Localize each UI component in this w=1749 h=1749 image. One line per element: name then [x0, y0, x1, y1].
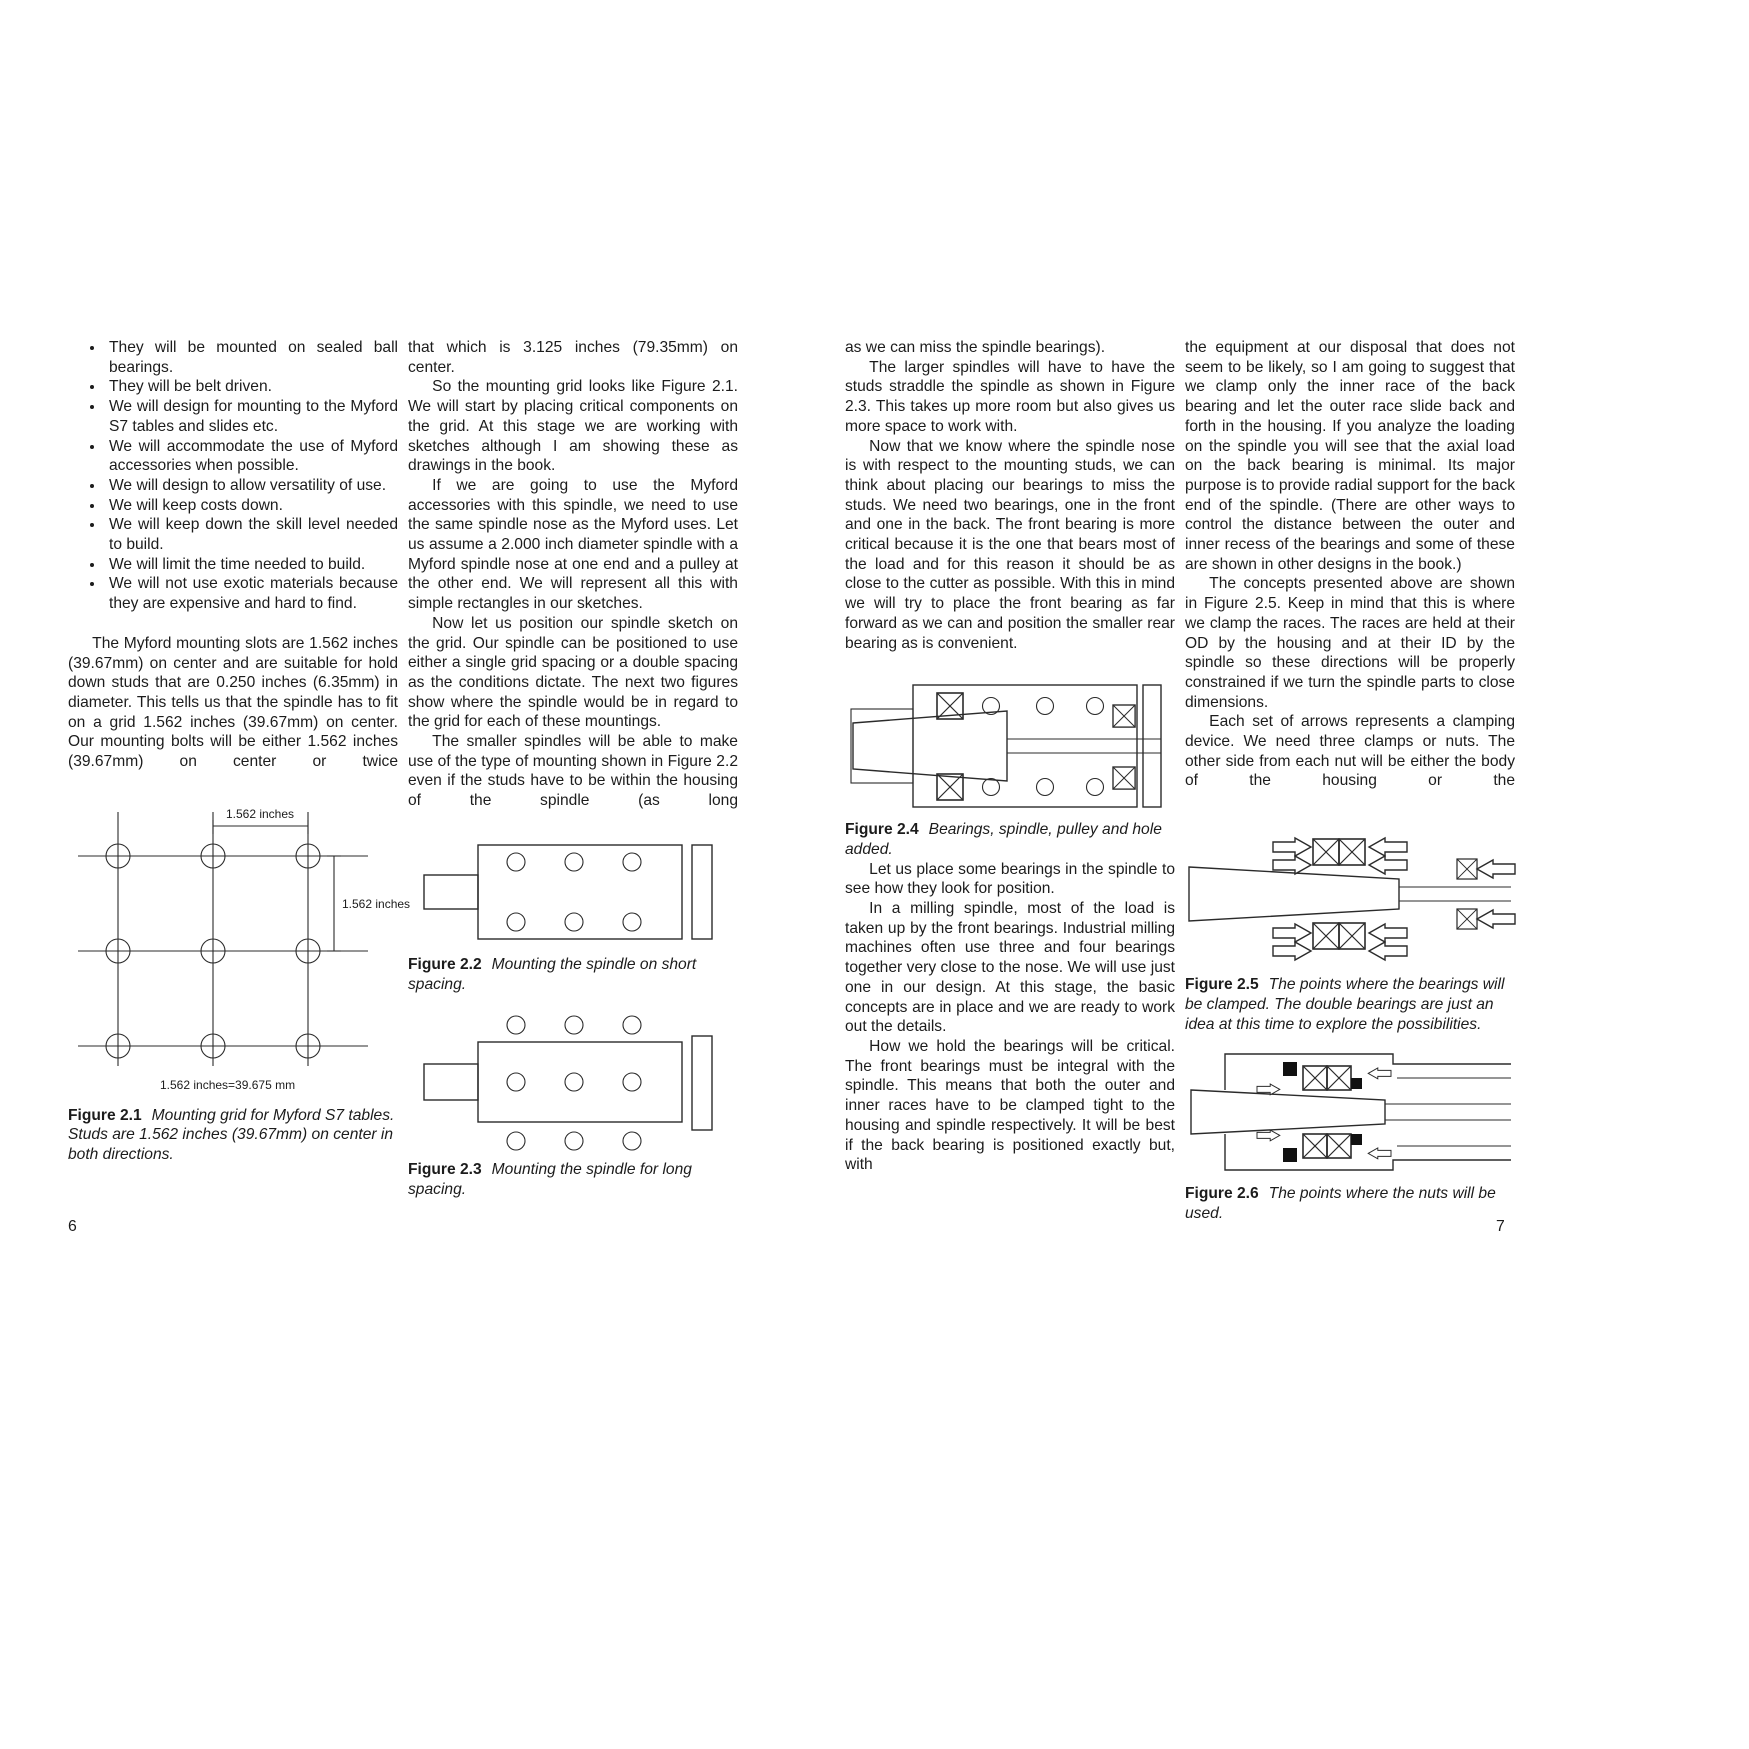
body-paragraph: So the mounting grid looks like Figure 2.1. We will start by placing critical components on the grid. At this stage we are working with sketches although I am showing these as drawings in the book.	[408, 378, 738, 475]
figure-2-1-caption-text: Mounting grid for Myford S7 tables. Studs are 1.562 inches (39.67mm) on center in both directions.	[68, 1106, 395, 1164]
list-item: • We will keep costs down.	[105, 496, 398, 516]
figure-2-1-label: Figure 2.1	[68, 1106, 142, 1124]
page-number-right: 7	[1496, 1218, 1505, 1235]
figure-2-3	[408, 1012, 738, 1154]
figure-2-4-caption	[845, 820, 1175, 859]
page7-column-2	[1185, 338, 1515, 1224]
design-goals-list	[68, 338, 398, 614]
figure-2-4-label: Figure 2.4	[845, 821, 919, 839]
dimension-label-top: 1.562 inches	[225, 806, 295, 821]
figure-2-1-caption	[68, 1106, 398, 1165]
dimension-label-right: 1.562 inches	[342, 896, 411, 911]
list-item: • We will design to allow versatility of use.	[105, 476, 398, 496]
page7-column-1	[845, 338, 1175, 1175]
list-item: • We will not use exotic materials because they are expensive and hard to find.	[105, 574, 398, 613]
body-paragraph: The larger spindles will have to have the studs straddle the spindle as shown in Figure 2.3. This takes up more room but also gives us more space to work with.	[845, 358, 1175, 435]
body-paragraph: as we can miss the spindle bearings).	[845, 339, 1106, 356]
figure-2-5-caption	[1185, 975, 1515, 1034]
figure-2-6-label: Figure 2.6	[1185, 1185, 1259, 1203]
figure-2-5-caption-text: The points where the bearings will be clamped. The double bearings are just an idea at this time to explore the possibilities.	[1185, 976, 1505, 1033]
figure-2-6-caption-text: The points where the nuts will be used.	[1185, 1185, 1496, 1222]
figure-2-6-caption	[1185, 1184, 1515, 1223]
body-paragraph: Now that we know where the spindle nose is with respect to the mounting studs, we can think about placing our bearings to miss the studs. We need two bearings, one in the front and one in the back. The front bearing is more critical because it is the one that bears most of the load and for this reason it should be as close to the cutter as possible. With this in mind we will try to place the front bearing as far forward as we can and position the smaller rear bearing as is convenient.	[845, 437, 1175, 652]
figure-2-6-drawing	[1185, 1046, 1515, 1178]
figure-2-4-drawing	[845, 679, 1175, 814]
body-paragraph: How we hold the bearings will be critical. The front bearings must be integral with the spindle. This means that both the outer and inner races have to be clamped tight to the housing and spindle respectively. It will be best if the back bearing is positioned exactly but, with	[845, 1037, 1175, 1174]
list-item: • We will keep down the skill level needed to build.	[105, 515, 398, 554]
list-item: • We will limit the time needed to build.	[105, 555, 398, 575]
body-paragraph: The Myford mounting slots are 1.562 inches (39.67mm) on center and are suitable for hold down studs that are 0.250 inches (6.35mm) in diameter. This tells us that the spindle has to fit on a grid 1.562 inches (39.67mm) on center. Our mounting bolts will be either 1.562 inches (39.67mm) on center or twice	[68, 634, 398, 771]
figure-2-4	[845, 679, 1175, 814]
figure-2-1-drawing	[68, 798, 413, 1100]
figure-2-6	[1185, 1046, 1515, 1178]
body-paragraph: Now let us position our spindle sketch on the grid. Our spindle can be positioned to use either a single grid spacing or a double spacing as the conditions dictate. The next two figures show where the spindle would be in regard to the grid for each of these mountings.	[408, 614, 738, 731]
body-paragraph: The smaller spindles will be able to make use of the type of mounting shown in Figure 2.2 even if the studs have to be within the housing of the spindle (as long	[408, 733, 738, 810]
body-paragraph: In a milling spindle, most of the load is taken up by the front bearings. Industrial milling machines often use three and four bearings together very close to the nose. We will use just one in our design. At this stage, the basic concepts are in place and we are ready to work out the details.	[845, 900, 1175, 1036]
figure-2-2-caption	[408, 955, 738, 994]
page6-column-1	[68, 338, 411, 1165]
body-paragraph: Each set of arrows represents a clamping device. We need three clamps or nuts. The other side from each nut will be either the body of the housing or the	[1185, 713, 1515, 790]
figure-2-3-label: Figure 2.3	[408, 1161, 482, 1179]
figure-2-5-drawing	[1185, 817, 1515, 969]
figure-2-3-caption-text: Mounting the spindle for long spacing.	[408, 1161, 692, 1198]
figure-2-2	[408, 837, 738, 949]
figure-2-2-caption-text: Mounting the spindle on short spacing.	[408, 955, 697, 993]
figure-2-4-caption-text: Bearings, spindle, pulley and hole added.	[845, 821, 1162, 858]
body-paragraph: Let us place some bearings in the spindle to see how they look for position.	[845, 860, 1175, 898]
list-item: • We will accommodate the use of Myford accessories when possible.	[105, 437, 398, 476]
body-paragraph: the equipment at our disposal that does not seem to be likely, so I am going to suggest that we clamp only the inner race of the back bearing and let the outer race slide back and forth in the housing. If you analyze the loading on the spindle you will see that the axial load on the back bearing is minimal. Its major purpose is to provide radial support for the back end of the spindle. (There are other ways to control the distance between the outer and inner recess of the bearings and some of these are shown in other designs in the book.)	[1185, 339, 1515, 573]
figure-2-5	[1185, 817, 1515, 969]
body-paragraph: that which is 3.125 inches (79.35mm) on center.	[408, 339, 738, 376]
figure-2-2-label: Figure 2.2	[408, 955, 482, 973]
figure-2-1	[68, 798, 411, 1100]
list-item: • They will be belt driven.	[105, 377, 398, 397]
page-number-left: 6	[68, 1218, 77, 1235]
list-item: • We will design for mounting to the Myford S7 tables and slides etc.	[105, 397, 398, 436]
figure-2-3-caption	[408, 1160, 738, 1199]
body-paragraph: The concepts presented above are shown in Figure 2.5. Keep in mind that this is where we clamp the races. The races are held at their OD by the housing and at their ID by the spindle so these directions will be properly constrained if we turn the spindle parts to close dimensions.	[1185, 575, 1515, 711]
figure-2-3-drawing	[408, 1012, 738, 1154]
list-item: • They will be mounted on sealed ball bearings.	[105, 338, 398, 377]
page6-column-2	[408, 338, 738, 1200]
figure-2-5-label: Figure 2.5	[1185, 976, 1259, 994]
dimension-label-bottom: 1.562 inches=39.675 mm	[160, 1077, 296, 1092]
figure-2-2-drawing	[408, 837, 738, 949]
body-paragraph: If we are going to use the Myford accessories with this spindle, we need to use the same spindle nose as the Myford uses. Let us assume a 2.000 inch diameter spindle with a Myford spindle nose at one end and a pulley at the other end. We will represent all this with simple rectangles in our sketches.	[408, 476, 738, 613]
